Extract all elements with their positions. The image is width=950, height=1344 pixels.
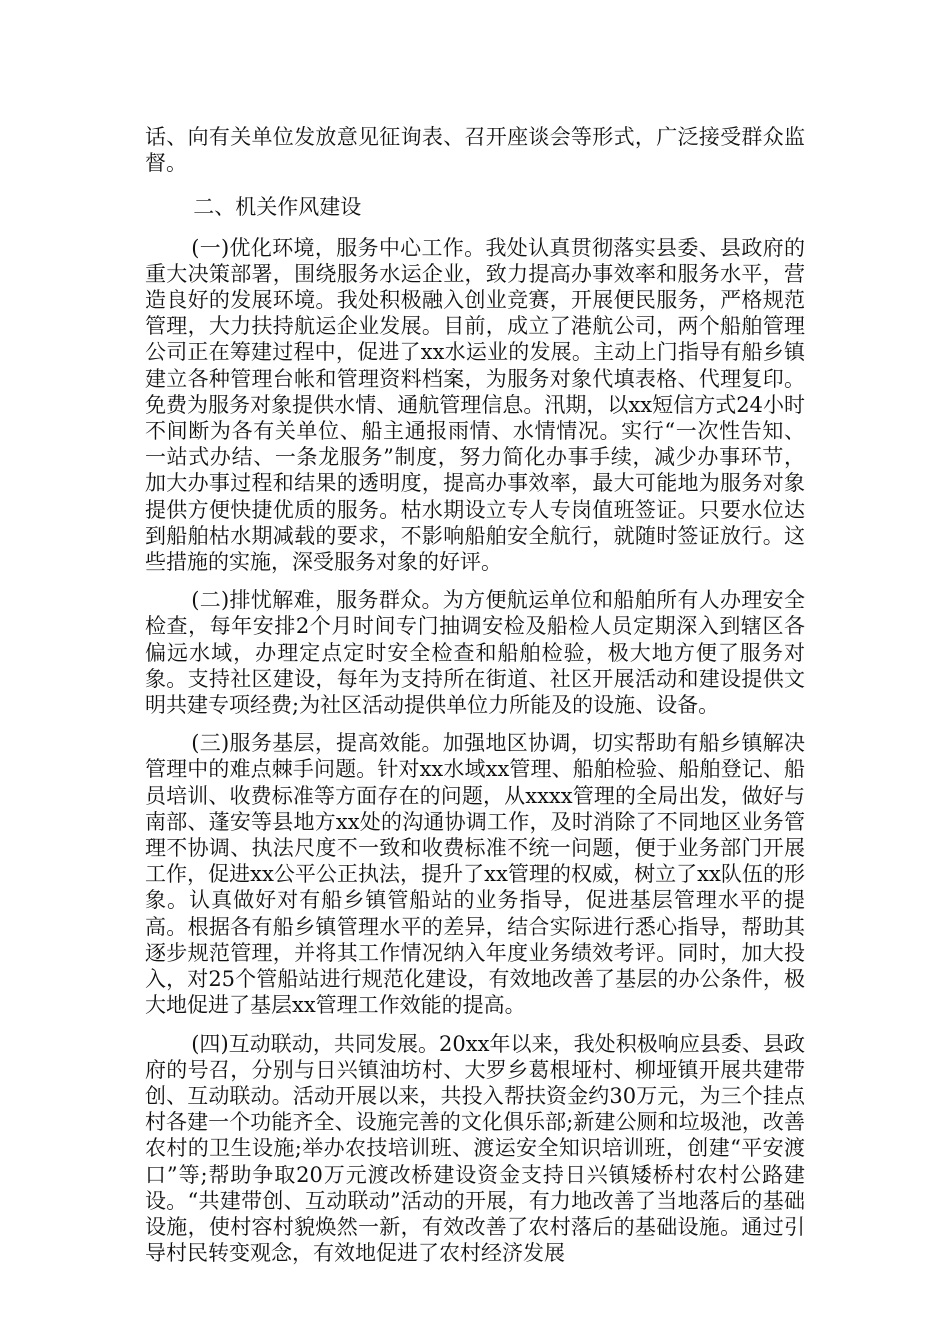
section-heading: 二、机关作风建设 xyxy=(193,195,362,220)
document-page xyxy=(145,124,805,1266)
paragraph-serve-grassroots: (三)服务基层，提高效能。加强地区协调，切实帮助有船乡镇解决管理中的难点棘手问题。针对xx水域xx管理、船舶检验、船舶登记、船员培训、收费标准等方面存在的问题，从xxxx管理的全局出发，做好与南部、蓬安等县地方xx处的沟通协调工作，及时消除了不同地区业务管理不协调、执法尺度不一致和收费标准不统一问题，便于业务部门开展工作，促进xx公平公正执法，提升了xx管理的权威，树立了xx队伍的形象。认真做好对有船乡镇管船站的业务指导，促进基层管理水平的提高。根据各有船乡镇管理水平的差异，结合实际进行悉心指导，帮助其逐步规范管理，并将其工作情况纳入年度业务绩效考评。同时，加大投入，对25个管船站进行规范化建设，有效地改善了基层的办公条件，极大地促进了基层xx管理工作效能的提高。 xyxy=(145,731,805,1018)
paragraph-interactive-linkage: (四)互动联动，共同发展。20xx年以来，我处积极响应县委、县政府的号召，分别与日兴镇油坊村、大罗乡葛根垭村、柳垭镇开展共建带创、互动联动。活动开展以来，共投入帮扶资金约30万元，为三个挂点村各建一个功能齐全、设施完善的文化俱乐部;新建公厕和垃圾池，改善农村的卫生设施;举办农技培训班、渡运安全知识培训班，创建“平安渡口”等;帮助争取20万元渡改桥建设资金支持日兴镇矮桥村农村公路建设。“共建带创、互动联动”活动的开展，有力地改善了当地落后的基础设施，使村容村貌焕然一新，有效改善了农村落后的基础设施。通过引导村民转变观念，有效地促进了农村经济发展 xyxy=(145,1031,805,1266)
paragraph-serve-masses: (二)排忧解难，服务群众。为方便航运单位和船舶所有人办理安全检查，每年安排2个月时间专门抽调安检及船检人员定期深入到辖区各偏远水域，办理定点定时安全检查和船舶检验，极大地方便了服务对象。支持社区建设，每年为支持所在街道、社区开展活动和建设提供文明共建专项经费;为社区活动提供单位力所能及的设施、设备。 xyxy=(145,588,805,718)
paragraph-optimize-environment: (一)优化环境，服务中心工作。我处认真贯彻落实县委、县政府的重大决策部署，围绕服务水运企业，致力提高办事效率和服务水平，营造良好的发展环境。我处积极融入创业竞赛，开展便民服务，严格规范管理，大力扶持航运企业发展。目前，成立了港航公司，两个船舶管理公司正在筹建过程中，促进了xx水运业的发展。主动上门指导有船乡镇建立各种管理台帐和管理资料档案，为服务对象代填表格、代理复印。免费为服务对象提供水情、通航管理信息。汛期，以xx短信方式24小时不间断为各有关单位、船主通报雨情、水情情况。实行“一次性告知、一站式办结、一条龙服务”制度，努力简化办事手续，减少办事环节，加大办事过程和结果的透明度，提高办事效率，最大可能地为服务对象提供方便快捷优质的服务。枯水期设立专人专岗值班签证。只要水位达到船舶枯水期减载的要求，不影响船舶安全航行，就随时签证放行。这些措施的实施，深受服务对象的好评。 xyxy=(145,235,805,575)
paragraph-continuation: 话、向有关单位发放意见征询表、召开座谈会等形式，广泛接受群众监督。 xyxy=(145,125,805,176)
